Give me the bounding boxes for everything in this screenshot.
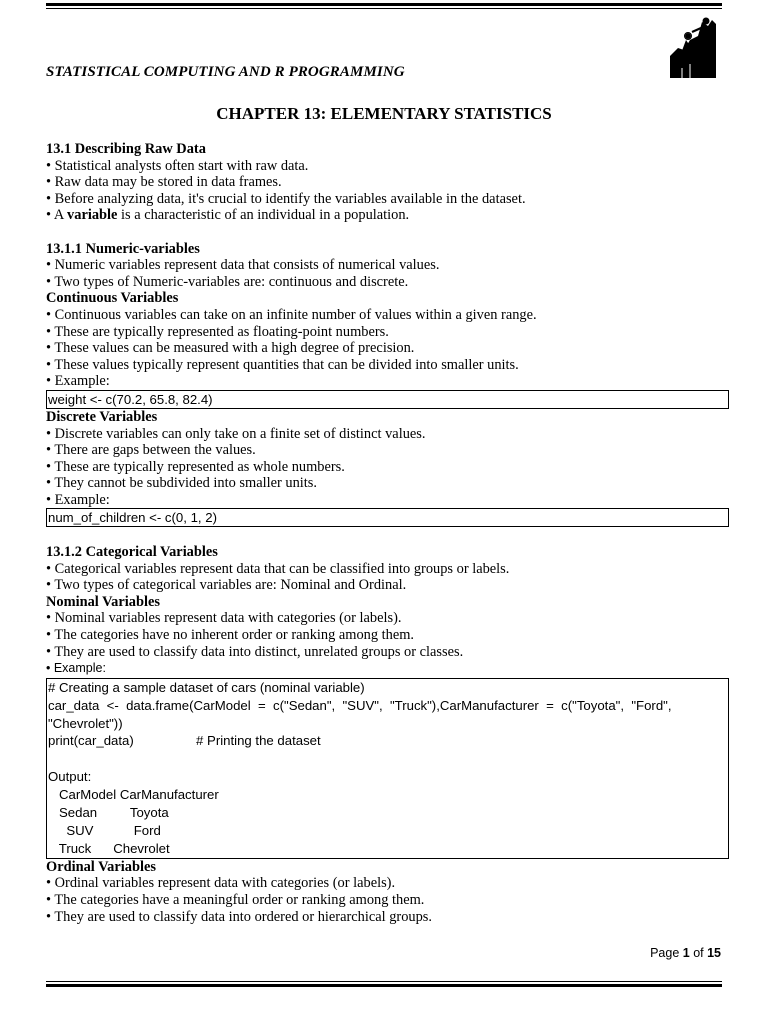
subsection-heading: Ordinal Variables bbox=[46, 858, 156, 875]
code-box bbox=[46, 508, 729, 527]
code-box bbox=[46, 678, 729, 859]
code-line: num_of_children <- c(0, 1, 2) bbox=[48, 510, 217, 526]
code-line bbox=[48, 750, 728, 768]
code-box bbox=[46, 390, 729, 409]
chapter-title: CHAPTER 13: ELEMENTARY STATISTICS bbox=[216, 104, 552, 123]
code-line: # Creating a sample dataset of cars (nominal variable) bbox=[48, 679, 365, 695]
list-item: • The categories have no inherent order or ranking among them. bbox=[46, 627, 415, 644]
list-item: • These are typically represented as whole numbers. bbox=[46, 458, 345, 475]
section-heading: 13.1.1 Numeric-variables bbox=[46, 240, 200, 257]
section-heading: 13.1.2 Categorical Variables bbox=[46, 544, 218, 561]
list-item: • There are gaps between the values. bbox=[46, 442, 256, 459]
total-pages: 15 bbox=[707, 946, 721, 960]
section-heading: 13.1 Describing Raw Data bbox=[46, 141, 206, 157]
top-rule-thick bbox=[46, 3, 722, 6]
bottom-rule-thin bbox=[46, 981, 722, 982]
climbers-helping-hand-icon bbox=[668, 16, 716, 78]
list-item: • Discrete variables can only take on a finite set of distinct values. bbox=[46, 425, 426, 442]
code-line: CarModel CarManufacturer bbox=[48, 787, 219, 803]
list-item: • These values typically represent quantities that can be divided into smaller units. bbox=[46, 356, 519, 373]
list-item: • Example: bbox=[46, 661, 106, 676]
list-item: • They are used to classify data into distinct, unrelated groups or classes. bbox=[46, 643, 464, 660]
code-line: print(car_data) # Printing the dataset bbox=[48, 733, 321, 749]
top-rule-thin bbox=[46, 8, 722, 9]
list-item: • Ordinal variables represent data with categories (or labels). bbox=[46, 875, 396, 892]
list-item: • These are typically represented as floating-point numbers. bbox=[46, 323, 389, 340]
code-line: "Chevrolet")) bbox=[48, 715, 123, 731]
code-line: Truck Chevrolet bbox=[48, 840, 170, 856]
list-item bbox=[46, 207, 730, 224]
bullet-prefix: • A bbox=[46, 207, 68, 224]
list-item: • Example: bbox=[46, 373, 110, 390]
bold-term: variable bbox=[67, 207, 118, 224]
list-item: • Numeric variables represent data that consists of numerical values. bbox=[46, 257, 440, 274]
of-label: of bbox=[689, 946, 708, 960]
list-item: • They cannot be subdivided into smaller units. bbox=[46, 475, 317, 492]
list-item: • Example: bbox=[46, 491, 110, 508]
code-line: car_data <- data.frame(CarModel = c("Sedan", "SUV", "Truck"),CarManufacturer = c("Toyota", "Ford", bbox=[48, 697, 672, 713]
list-item: • Raw data may be stored in data frames. bbox=[46, 174, 282, 191]
list-item: • Statistical analysts often start with raw data. bbox=[46, 157, 309, 174]
page-label: Page bbox=[650, 946, 683, 960]
list-item: • The categories have a meaningful order or ranking among them. bbox=[46, 891, 425, 908]
bullet-suffix: is a characteristic of an individual in a population. bbox=[117, 207, 410, 224]
list-item: • Continuous variables can take on an infinite number of values within a given range. bbox=[46, 306, 537, 323]
code-line: Output: bbox=[48, 769, 92, 785]
list-item: • Categorical variables represent data that can be classified into groups or labels. bbox=[46, 560, 510, 577]
current-page: 1 bbox=[682, 946, 690, 960]
list-item: • Two types of Numeric-variables are: continuous and discrete. bbox=[46, 273, 409, 290]
list-item: • They are used to classify data into ordered or hierarchical groups. bbox=[46, 908, 432, 925]
list-item: • Before analyzing data, it's crucial to identify the variables available in the dataset. bbox=[46, 190, 526, 207]
list-item: • Two types of categorical variables are: Nominal and Ordinal. bbox=[46, 577, 407, 594]
list-item: • Nominal variables represent data with categories (or labels). bbox=[46, 610, 402, 627]
subsection-heading: Discrete Variables bbox=[46, 408, 158, 425]
subsection-heading: Nominal Variables bbox=[46, 593, 160, 610]
page-number bbox=[650, 946, 721, 960]
code-line: Sedan Toyota bbox=[48, 805, 169, 821]
subsection-heading: Continuous Variables bbox=[46, 290, 179, 307]
bottom-rule-thick bbox=[46, 984, 722, 987]
code-line: SUV Ford bbox=[48, 822, 161, 838]
running-header-title: STATISTICAL COMPUTING AND R PROGRAMMING bbox=[46, 64, 405, 80]
page-body bbox=[46, 141, 730, 925]
list-item: • These values can be measured with a high degree of precision. bbox=[46, 340, 415, 357]
code-line: weight <- c(70.2, 65.8, 82.4) bbox=[48, 391, 213, 407]
